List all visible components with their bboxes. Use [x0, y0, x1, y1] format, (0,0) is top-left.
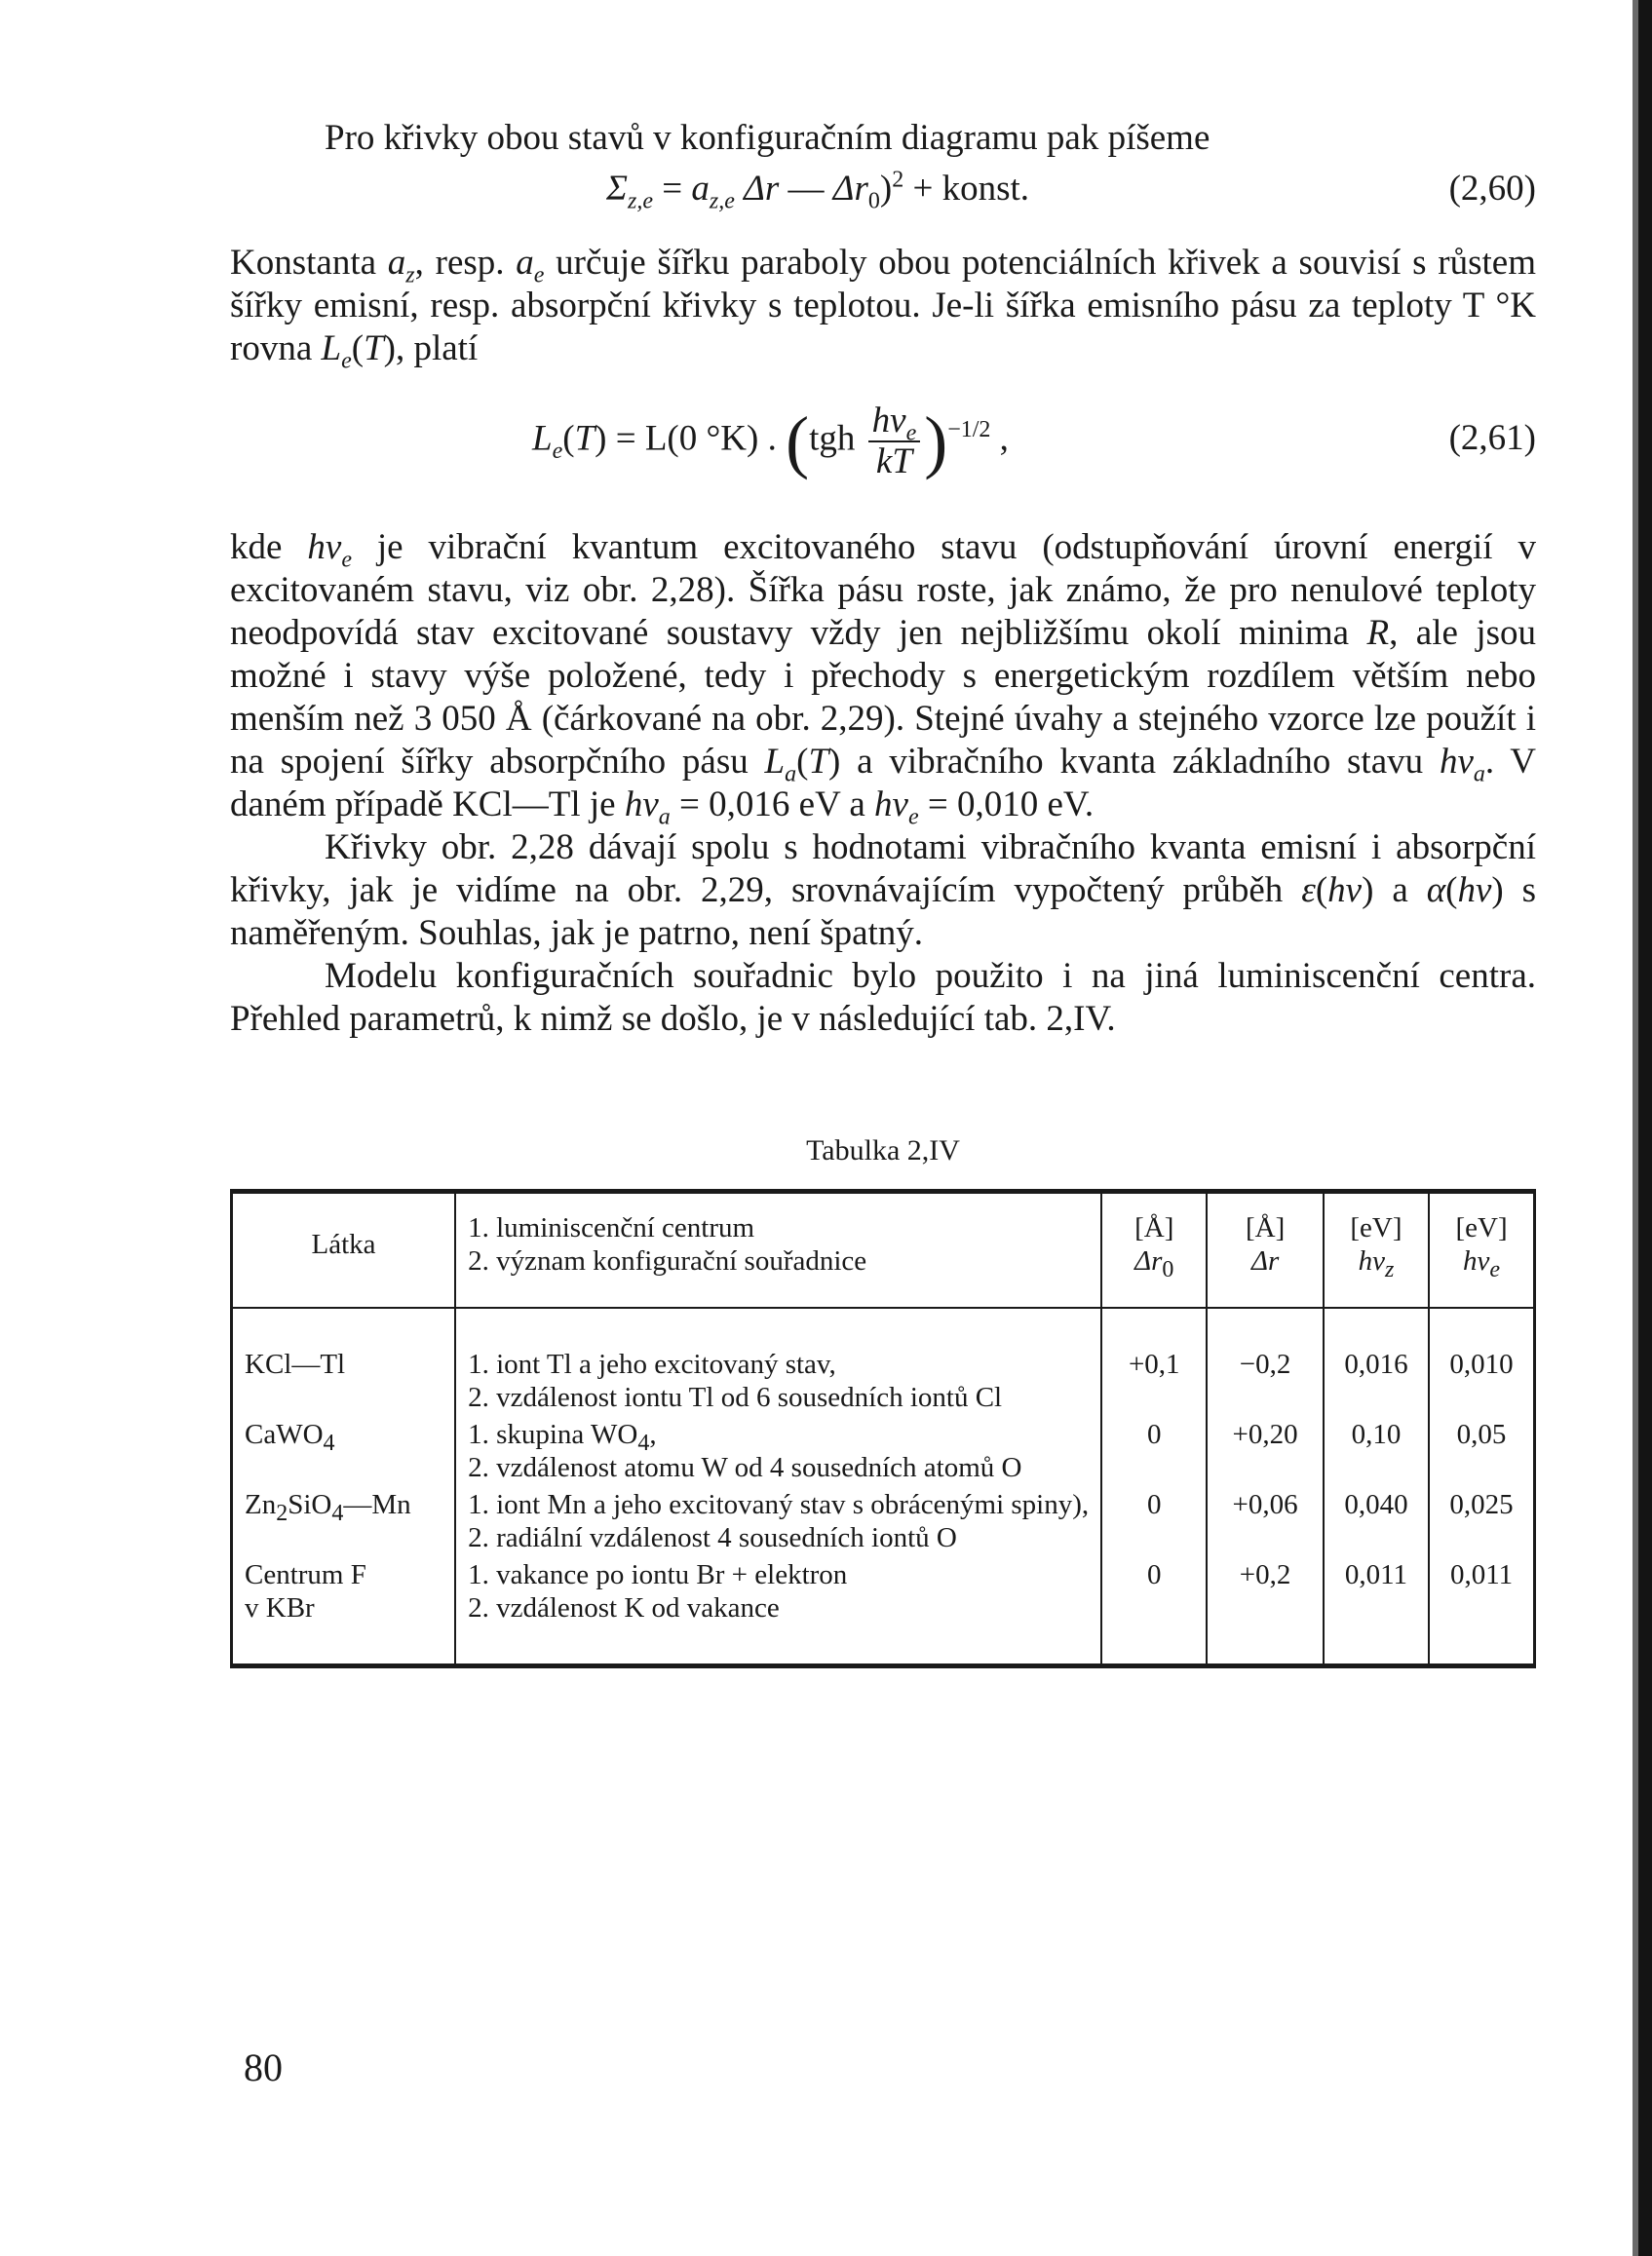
equation-2-60-number: (2,60) [1448, 169, 1536, 209]
cell-delta-r0: 0 [1101, 1556, 1207, 1666]
page-edge [1638, 0, 1652, 2256]
cell-delta-r0: 0 [1101, 1486, 1207, 1556]
cell-delta-r: −0,2 [1207, 1308, 1323, 1416]
page-body [230, 117, 1536, 1668]
cell-latka: CaWO$_4$ [232, 1416, 456, 1486]
equation-2-60-body: $\Sigma_{z,e} = a_{z,e}$ Δr — $\Delta r_0)^2$ + konst. [606, 167, 1029, 214]
paragraph-4: Křivky obr. 2,28 dávají spolu s hodnotami vibračního kvanta emisní i absorpční křivky, jak je vidíme na obr. 2,29, srovnávajícím vypočtený průběh ε(hν) a α(hν) s naměřeným. Souhlas, jak je patrno, není špatný. [230, 827, 1537, 953]
header-latka: Látka [232, 1192, 456, 1309]
cell-delta-r0: 0 [1101, 1416, 1207, 1486]
cell-delta-r: +0,20 [1207, 1416, 1323, 1486]
page-number: 80 [244, 2046, 283, 2089]
cell-hv-z: 0,10 [1324, 1416, 1429, 1486]
cell-delta-r0: +0,1 [1101, 1308, 1207, 1416]
table-row [232, 1416, 1535, 1486]
header-description: 1. luminiscenční centrum 2. význam konfigurační souřadnice [455, 1192, 1101, 1309]
paragraph-3: kde $h\nu_e$ je vibrační kvantum excitovaného stavu (odstupňování úrovní energií v excitovaném stavu, viz obr. 2,28). Šířka pásu roste, jak známo, že pro nenulové teploty neodpovídá stav excitované soustavy vždy jen nejbližšímu okolí minima R, ale jsou možné i stavy výše položené, tedy i přechody s energetickým rozdílem větším nebo menším než 3 050 Å (čárkované na obr. 2,29). Stejné úvahy a stejného vzorce lze použít i na spojení šířky absorpčního pásu $L_a(T)$ a vibračního kvanta základního stavu $h\nu_a$. V daném případě KCl—Tl je $h\nu_a = 0,016$ eV a $h\nu_e = 0,010$ eV. [230, 527, 1537, 830]
cell-description: 1. iont Mn a jeho excitovaný stav s obrácenými spiny), 2. radiální vzdálenost 4 sousedních iontů O [455, 1486, 1101, 1556]
equation-2-61-number: (2,61) [1448, 418, 1536, 458]
header-hv-e: [eV] $h\nu_e$ [1429, 1192, 1534, 1309]
table-row [232, 1556, 1535, 1666]
cell-delta-r: +0,2 [1207, 1556, 1323, 1666]
equation-2-60-const: + konst. [912, 169, 1029, 209]
equation-2-61-fraction: $\frac{h\nu_e}{kT}$ [868, 401, 921, 481]
header-delta-r0: [Å] $\Delta r_0$ [1101, 1192, 1207, 1309]
cell-description: 1. iont Tl a jeho excitovaný stav, 2. vzdálenost iontu Tl od 6 sousedních iontů Cl [455, 1308, 1101, 1416]
equation-2-61-body: $L_e(T) = L(0$ °K) . (tgh $\frac{h\nu_e}{kT}$ )$^{-1/2}$ , [532, 401, 1009, 481]
paragraph-1: Pro křivky obou stavů v konfiguračním diagramu pak píšeme [325, 118, 1210, 158]
equation-2-60 [230, 160, 1536, 228]
header-hv-z: [eV] $h\nu_z$ [1324, 1192, 1429, 1309]
header-delta-r: [Å] Δr [1207, 1192, 1323, 1309]
cell-hv-e: 0,025 [1429, 1486, 1534, 1556]
cell-hv-z: 0,040 [1324, 1486, 1429, 1556]
cell-latka: $Zn_2SiO_4—Mn$ [232, 1486, 456, 1556]
table-header-row [232, 1192, 1535, 1309]
cell-hv-z: 0,011 [1324, 1556, 1429, 1666]
cell-latka: Centrum F v KBr [232, 1556, 456, 1666]
cell-description: 1. skupina $WO_4$, 2. vzdálenost atomu W od 4 sousedních atomů O [455, 1416, 1101, 1486]
cell-hv-z: 0,016 [1324, 1308, 1429, 1416]
equation-2-61 [230, 380, 1536, 516]
paragraph-5: Modelu konfiguračních souřadnic bylo použito i na jiná luminiscenční centra. Přehled parametrů, k nimž se došlo, je v následující tab. 2,IV. [230, 956, 1536, 1039]
table-caption: Tabulka 2,IV [806, 1134, 960, 1166]
cell-hv-e: 0,011 [1429, 1556, 1534, 1666]
cell-hv-e: 0,05 [1429, 1416, 1534, 1486]
cell-hv-e: 0,010 [1429, 1308, 1534, 1416]
table-row [232, 1486, 1535, 1556]
cell-delta-r: +0,06 [1207, 1486, 1323, 1556]
paragraph-2: Konstanta $a_z$, resp. $a_e$ určuje šířku paraboly obou potenciálních křivek a souvisí s růstem šířky emisní, resp. absorpční křivky s teplotou. Je-li šířka emisního pásu za teploty T °K rovna $L_e(T)$, platí [230, 243, 1536, 374]
table-2-iv [230, 1189, 1536, 1668]
cell-description: 1. vakance po iontu Br + elektron 2. vzdálenost K od vakance [455, 1556, 1101, 1666]
table-row [232, 1308, 1535, 1416]
cell-latka: KCl—Tl [232, 1308, 456, 1416]
